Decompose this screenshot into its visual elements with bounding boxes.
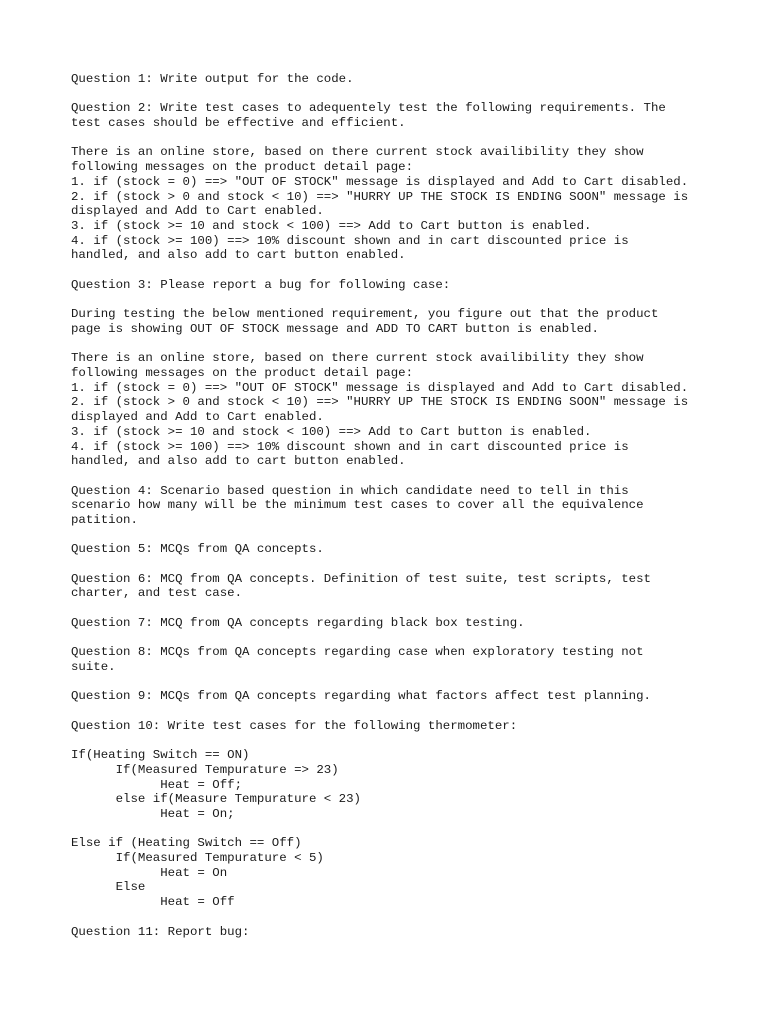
text-line: 4. if (stock >= 100) ==> 10% discount shown and in cart discounted price is (71, 439, 629, 454)
paragraph (71, 351, 751, 469)
paragraph (71, 307, 751, 336)
text-line: 1. if (stock = 0) ==> "OUT OF STOCK" message is displayed and Add to Cart disabled. (71, 174, 689, 189)
text-line: following messages on the product detail page: (71, 365, 414, 380)
paragraph (71, 925, 751, 940)
text-line: There is an online store, based on there current stock availibility they show (71, 351, 644, 366)
text-line: Question 8: MCQs from QA concepts regarding case when exploratory testing not (71, 645, 644, 660)
document-body (71, 72, 751, 954)
text-line: handled, and also add to cart button enabled. (71, 248, 406, 263)
paragraph (71, 101, 751, 130)
text-line: displayed and Add to Cart enabled. (71, 410, 324, 425)
text-line: Heat = Off; (71, 777, 243, 792)
paragraph (71, 542, 751, 557)
text-line: Question 7: MCQ from QA concepts regarding black box testing. (71, 615, 525, 630)
text-line: Heat = On (71, 865, 228, 880)
text-line: Question 3: Please report a bug for following case: (71, 277, 451, 292)
text-line: Question 5: MCQs from QA concepts. (71, 542, 324, 557)
text-line: 2. if (stock > 0 and stock < 10) ==> "HURRY UP THE STOCK IS ENDING SOON" message is (71, 395, 689, 410)
text-line: Else (71, 880, 146, 895)
paragraph (71, 72, 751, 87)
text-line: Question 4: Scenario based question in which candidate need to tell in this (71, 483, 629, 498)
text-line: 4. if (stock >= 100) ==> 10% discount shown and in cart discounted price is (71, 233, 629, 248)
text-line: Question 1: Write output for the code. (71, 72, 354, 86)
text-line: There is an online store, based on there current stock availibility they show (71, 145, 644, 160)
text-line: 3. if (stock >= 10 and stock < 100) ==> Add to Cart button is enabled. (71, 424, 592, 439)
text-line: Question 6: MCQ from QA concepts. Definition of test suite, test scripts, test (71, 571, 651, 586)
text-line: Heat = On; (71, 806, 235, 821)
paragraph (71, 572, 751, 601)
text-line: Question 10: Write test cases for the following thermometer: (71, 718, 518, 733)
text-line: 1. if (stock = 0) ==> "OUT OF STOCK" message is displayed and Add to Cart disabled. (71, 380, 689, 395)
text-line: If(Measured Tempurature < 5) (71, 851, 324, 866)
text-line: scenario how many will be the minimum test cases to cover all the equivalence (71, 498, 644, 513)
text-line: charter, and test case. (71, 586, 243, 601)
paragraph (71, 484, 751, 528)
text-line: If(Measured Tempurature => 23) (71, 762, 339, 777)
paragraph (71, 278, 751, 293)
text-line: else if(Measure Tempurature < 23) (71, 792, 361, 807)
paragraph (71, 616, 751, 631)
paragraph (71, 645, 751, 674)
paragraph (71, 689, 751, 704)
text-line: Question 2: Write test cases to adequentely test the following requirements. The (71, 101, 666, 116)
text-line: Question 9: MCQs from QA concepts regarding what factors affect test planning. (71, 689, 651, 704)
text-line: test cases should be effective and efficient. (71, 116, 406, 131)
text-line: 3. if (stock >= 10 and stock < 100) ==> Add to Cart button is enabled. (71, 219, 592, 233)
text-line: handled, and also add to cart button enabled. (71, 454, 406, 469)
paragraph (71, 836, 751, 910)
text-line: displayed and Add to Cart enabled. (71, 204, 324, 219)
text-line: 2. if (stock > 0 and stock < 10) ==> "HURRY UP THE STOCK IS ENDING SOON" message is (71, 189, 689, 204)
text-line: Heat = Off (71, 895, 235, 910)
text-line: page is showing OUT OF STOCK message and ADD TO CART button is enabled. (71, 321, 599, 336)
text-line: following messages on the product detail page: (71, 160, 414, 175)
paragraph (71, 145, 751, 263)
text-line: suite. (71, 659, 116, 674)
paragraph (71, 748, 751, 822)
text-line: If(Heating Switch == ON) (71, 748, 250, 763)
text-line: Question 11: Report bug: (71, 924, 250, 939)
text-line: patition. (71, 513, 138, 527)
text-line: During testing the below mentioned requirement, you figure out that the product (71, 307, 659, 322)
paragraph (71, 719, 751, 734)
text-line: Else if (Heating Switch == Off) (71, 836, 302, 851)
